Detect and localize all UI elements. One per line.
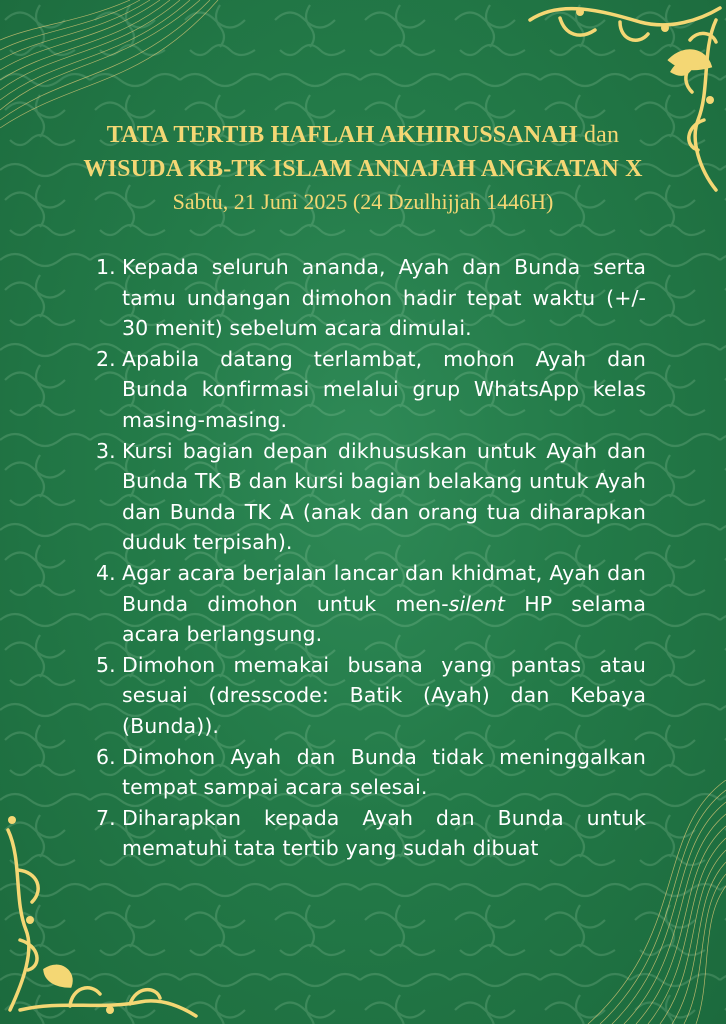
rule-item — [96, 436, 646, 558]
rule-number: 5. — [96, 652, 116, 677]
rule-number: 4. — [96, 560, 116, 585]
rule-item — [96, 742, 646, 803]
rule-text: Kursi bagian depan dikhususkan untuk Ayah dan Bunda TK B dan kursi bagian belakang untuk Ayah dan Bunda TK A (anak dan orang tua diharapkan duduk terpisah). — [122, 438, 646, 555]
rule-item — [96, 558, 646, 650]
title-suffix: dan — [583, 122, 620, 148]
title-line-2: WISUDA KB-TK ISLAM ANNAJAH ANGKATAN X — [83, 156, 643, 182]
rule-number: 3. — [96, 438, 116, 463]
rule-number: 7. — [96, 805, 116, 830]
rule-text: Dimohon Ayah dan Bunda tidak meninggalkan tempat sampai acara selesai. — [122, 744, 646, 800]
rule-text: Dimohon memakai busana yang pantas atau sesuai (dresscode: Batik (Ayah) dan Kebaya (Bunda)). — [122, 652, 646, 738]
rule-text-part: HP selama acara berlangsung. — [122, 591, 646, 647]
rule-text: Kepada seluruh ananda, Ayah dan Bunda serta tamu undangan dimohon hadir tepat waktu (+/- 30 menit) sebelum acara dimulai. — [122, 255, 646, 341]
rule-number: 2. — [96, 346, 116, 371]
wave-lines-ornament — [0, 0, 220, 130]
rule-item — [96, 344, 646, 436]
rule-number: 6. — [96, 744, 116, 769]
rule-item — [96, 650, 646, 742]
rule-text-italic: silent — [448, 591, 506, 616]
rule-item — [96, 803, 646, 864]
rule-text: Apabila datang terlambat, mohon Ayah dan Bunda konfirmasi melalui grup WhatsApp kelas masing-masing. — [122, 346, 646, 432]
event-date: Sabtu, 21 Juni 2025 (24 Dzulhijjah 1446H) — [172, 189, 554, 214]
rules-list — [96, 252, 646, 864]
rule-text — [122, 561, 646, 646]
title-line-1 — [40, 118, 686, 152]
rule-text-part: Agar acara berjalan lancar dan khidmat, Ayah dan Bunda dimohon untuk men- — [122, 560, 646, 616]
rule-number: 1. — [96, 255, 116, 279]
rule-text: Diharapkan kepada Ayah dan Bunda untuk mematuhi tata tertib yang sudah dibuat — [122, 805, 646, 861]
rule-item — [96, 252, 646, 344]
document-header — [40, 118, 686, 218]
title-main: TATA TERTIB HAFLAH AKHIRUSSANAH — [106, 122, 578, 148]
